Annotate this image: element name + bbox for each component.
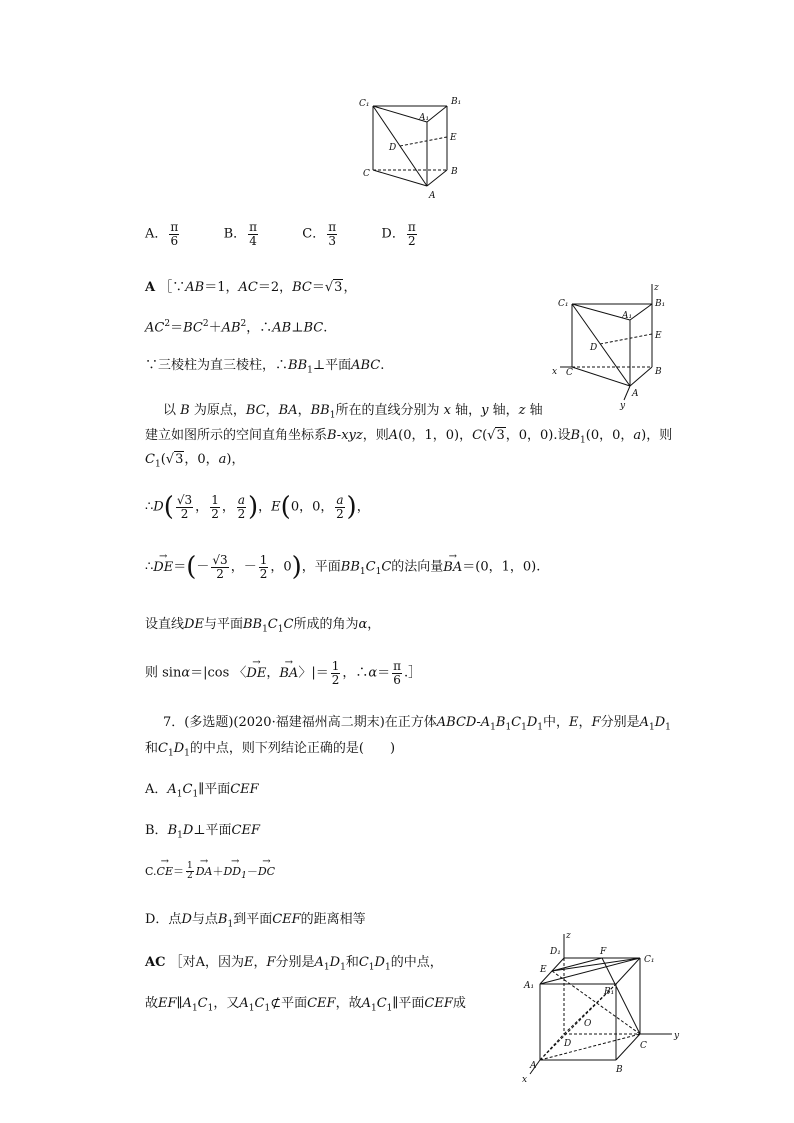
text: 分别是: [600, 715, 640, 730]
text: A: [639, 715, 649, 730]
text: ∥平面: [198, 782, 231, 797]
text: (0，1，0)，: [398, 428, 473, 443]
text: 的中点，: [390, 955, 443, 970]
option-a-label: A．: [145, 226, 168, 242]
text: 1: [370, 1003, 377, 1014]
text: D: [181, 912, 192, 927]
option-d-label: D．: [381, 226, 405, 242]
text: C: [376, 996, 387, 1011]
q7-option-c[interactable]: [145, 862, 275, 882]
label-b1: B₁: [451, 97, 462, 107]
text: y: [481, 403, 489, 418]
text: BB: [242, 617, 263, 632]
text: ⊥平面: [312, 358, 352, 373]
text: 7．(多选题)(2020·福建福州高二期末)在正方体: [163, 715, 437, 730]
text: 1: [154, 459, 161, 470]
paren-right: ): [346, 492, 357, 523]
option-b-label: B．: [223, 226, 247, 242]
q7-line2: [145, 741, 395, 759]
label-d: D: [590, 343, 598, 353]
text: .］: [404, 665, 422, 681]
label-b1: B₁: [604, 987, 615, 997]
text: C: [381, 559, 392, 575]
text: 2: [164, 319, 171, 329]
text: .: [323, 320, 328, 336]
text: 3: [175, 452, 184, 467]
vector-de: → DE: [153, 560, 173, 576]
text: ［∵: [159, 280, 186, 295]
text: 3: [334, 280, 343, 295]
text: D．点: [145, 912, 182, 927]
option-c-label: C．: [302, 226, 326, 242]
text: x: [443, 403, 451, 418]
text: 和: [145, 741, 159, 756]
text: ＝|cos 〈: [190, 665, 247, 681]
text: C: [283, 617, 294, 632]
sol6-line6: [145, 452, 244, 470]
text: ＋: [208, 320, 222, 336]
text: ＝2，: [257, 280, 293, 295]
text: 1: [176, 789, 183, 800]
text: ，平面: [301, 559, 341, 575]
sqrt-symbol: √: [176, 493, 185, 507]
text: BC: [183, 320, 203, 336]
fraction: $\frac{1}{2}$: [186, 861, 193, 882]
text: ⊥平面: [193, 823, 232, 838]
label-c1: C₁: [644, 955, 655, 965]
text: (0，0，: [585, 428, 634, 443]
text: ＝: [170, 320, 184, 336]
sol6-line7: [145, 492, 370, 523]
text: ，: [297, 403, 311, 418]
text: 以: [163, 403, 177, 418]
text: (: [482, 428, 488, 443]
text: AB: [272, 320, 292, 336]
label-a: A: [429, 191, 436, 201]
text: 1: [649, 722, 655, 733]
text: D: [526, 715, 538, 730]
text: 1: [521, 722, 527, 733]
text: CEF: [230, 782, 259, 797]
text: ，: [258, 499, 272, 515]
text: 3: [184, 493, 193, 507]
label-e: E: [450, 133, 457, 143]
text: AC: [145, 320, 165, 336]
text: -: [476, 715, 481, 730]
text: D: [374, 955, 385, 970]
text: 1: [580, 435, 586, 446]
text: ，: [266, 665, 280, 681]
text: B: [495, 715, 506, 730]
text: 1: [490, 722, 496, 733]
text: 1: [184, 748, 190, 759]
text: E: [569, 715, 579, 730]
text: F: [266, 955, 276, 970]
text: B: [217, 912, 228, 927]
text: ∥平面: [392, 996, 425, 1011]
text: A: [167, 782, 177, 797]
vector-ce: → CE: [157, 865, 173, 878]
prism-axes-figure: [550, 282, 680, 412]
text: ，: [356, 499, 370, 515]
text: E: [271, 499, 281, 515]
text: AB: [221, 320, 241, 336]
sqrt-symbol: √: [324, 280, 334, 295]
label-d1: D₁: [550, 947, 561, 957]
text: A．: [145, 782, 168, 797]
label-o: O: [584, 1019, 592, 1029]
text: 1: [307, 365, 313, 376]
label-d: D: [389, 143, 397, 153]
text: α: [181, 665, 191, 681]
q7-option-b[interactable]: [145, 823, 260, 841]
option-a-value: $\frac{\pi}{6}$: [170, 220, 179, 248]
text: 2: [180, 506, 189, 521]
label-d: D: [564, 1039, 572, 1049]
text: 1: [359, 567, 366, 578]
text: ABCD: [436, 715, 477, 730]
fraction: $\frac{a}{2}$: [237, 493, 246, 521]
text: C: [267, 617, 278, 632]
text: C: [158, 741, 168, 756]
label-b1: B₁: [655, 299, 666, 309]
text: z: [518, 403, 526, 418]
text: ，: [578, 715, 592, 730]
text: ∴: [145, 559, 154, 575]
fraction: $\frac{\pi}{6}$: [393, 659, 402, 687]
text: BB: [288, 358, 308, 373]
text: a: [633, 428, 642, 443]
text: 1: [167, 748, 174, 759]
text: 1: [505, 722, 512, 733]
text: ∵三棱柱为直三棱柱，∴: [145, 358, 289, 373]
text: 所在的直线分别为: [335, 403, 440, 418]
text: ⊥: [291, 320, 304, 336]
sol7-line2: [145, 996, 466, 1014]
text: 建立如图所示的空间直角坐标系: [145, 428, 328, 443]
text: C: [511, 715, 522, 730]
text: 分别是: [275, 955, 315, 970]
text: 〉|＝: [298, 665, 329, 681]
text: A: [480, 715, 491, 730]
text: (: [160, 452, 166, 467]
paren-left: (: [163, 492, 174, 523]
text: 的中点，则下列结论正确的是( ): [189, 741, 396, 756]
text: A: [239, 996, 249, 1011]
text: ＝(0，1，0).: [462, 559, 541, 575]
axis-y-label: y: [674, 1031, 680, 1041]
text: A: [388, 428, 399, 443]
text: ＝1，: [204, 280, 239, 295]
text: 1: [368, 962, 375, 973]
text: ＋: [212, 864, 224, 878]
text: CEF: [307, 996, 336, 1011]
text: .: [380, 358, 385, 373]
sol6-line4: [163, 403, 543, 421]
vector-dd1: → $DD_1$: [223, 865, 246, 882]
vector-dc: → DC: [258, 865, 275, 878]
sqrt-symbol: √: [487, 428, 496, 443]
fraction: [176, 494, 193, 520]
text: 与点: [191, 912, 218, 927]
vector-de: → DE: [246, 666, 266, 682]
axis-x-label: x: [552, 367, 558, 377]
text: ，0，0).设: [505, 428, 571, 443]
text: D: [182, 823, 194, 838]
paren-right: ): [291, 552, 302, 583]
text: 1: [248, 1003, 255, 1014]
text: B．: [145, 823, 168, 838]
text: C: [197, 996, 208, 1011]
text: 1: [329, 410, 336, 421]
text: 0，0，: [290, 499, 334, 515]
text: 和: [345, 955, 359, 970]
text: 为原点，: [193, 403, 246, 418]
text: )，则: [641, 428, 673, 443]
text: 轴，: [492, 403, 519, 418]
q7-option-a[interactable]: [145, 782, 259, 800]
text: CEF: [272, 912, 301, 927]
text: 1: [207, 1003, 214, 1014]
text: ，∴: [246, 320, 273, 336]
text: 中，: [543, 715, 570, 730]
text: C: [365, 559, 376, 575]
axis-x-label: x: [522, 1075, 528, 1085]
text: ，∴: [342, 665, 369, 681]
options-row-q6: [145, 221, 419, 247]
text: ＝: [173, 559, 187, 575]
text: ，0: [270, 559, 292, 575]
axis-y-label: y: [620, 401, 626, 411]
sol6-line1: [145, 280, 356, 296]
text: B-xyz: [327, 428, 363, 443]
text: ＝: [311, 280, 325, 295]
text: 1: [262, 624, 268, 635]
fraction: $\frac{1}{2}$: [331, 659, 340, 687]
text: 1: [277, 624, 284, 635]
text: D: [329, 955, 341, 970]
text: 1: [264, 1003, 271, 1014]
text: ［对A，因为: [169, 955, 244, 970]
label-c1: C₁: [558, 299, 569, 309]
text: E: [243, 955, 254, 970]
vector-da: → DA: [196, 865, 213, 878]
vector-ba: → BA: [443, 560, 462, 576]
label-e: E: [655, 331, 662, 341]
text: ，: [253, 955, 267, 970]
text: ⊄平面: [270, 996, 308, 1011]
sol6-line9: [145, 617, 380, 635]
text: 到平面: [233, 912, 273, 927]
label-a: A: [632, 389, 639, 399]
text: 1: [177, 830, 183, 841]
text: DE: [184, 617, 204, 632]
text: )，: [226, 452, 245, 467]
text: ABC: [351, 358, 381, 373]
text: B: [180, 403, 190, 418]
label-a1: A₁: [524, 981, 535, 991]
text: BB: [340, 559, 360, 575]
label-f: F: [600, 947, 607, 957]
label-c: C: [363, 169, 370, 179]
text: 1: [191, 1003, 198, 1014]
sol6-line5: [145, 428, 672, 446]
text: ＝: [377, 665, 391, 681]
text: C: [254, 996, 265, 1011]
q7-option-d[interactable]: [145, 912, 366, 930]
axis-z-label: z: [654, 283, 659, 293]
fraction: $\frac{1}{2}$: [259, 553, 268, 581]
sol6-answer: A: [145, 280, 156, 295]
text: AB: [185, 280, 205, 295]
option-c-value: $\frac{\pi}{3}$: [328, 220, 337, 248]
sol7-answer: AC: [145, 955, 166, 970]
text: α: [368, 665, 378, 681]
text: 故: [145, 996, 159, 1011]
sqrt-symbol: √: [165, 452, 175, 467]
text: BA: [278, 403, 298, 418]
text: C: [358, 955, 369, 970]
text: 1: [375, 567, 382, 578]
text: 1: [340, 962, 346, 973]
prism-figure: [355, 92, 475, 204]
text: ，故: [335, 996, 362, 1011]
label-c: C: [566, 368, 573, 378]
text: 2: [202, 319, 209, 329]
text: 1: [386, 1003, 393, 1014]
text: 成: [452, 996, 466, 1011]
text: 2: [240, 319, 247, 329]
option-b-value: $\frac{\pi}{4}$: [249, 220, 258, 248]
text: ，: [343, 280, 357, 295]
text: F: [591, 715, 601, 730]
sol6-line8: [145, 552, 541, 583]
label-b: B: [655, 367, 662, 377]
label-b: B: [616, 1065, 623, 1075]
text: D: [153, 499, 164, 515]
text: a: [218, 452, 227, 467]
text: D: [654, 715, 666, 730]
text: ∴: [145, 499, 154, 515]
text: CEF: [231, 823, 260, 838]
paren-left: (: [186, 552, 197, 583]
paren-right: ): [248, 492, 259, 523]
text: 1: [323, 962, 330, 973]
sol6-line10: [145, 660, 421, 686]
fraction: $\frac{√3}{2}$: [212, 553, 228, 581]
text: ，: [221, 499, 235, 515]
text: α: [358, 617, 368, 632]
option-d-value: $\frac{\pi}{2}$: [407, 220, 416, 248]
text: BB: [310, 403, 330, 418]
vector-ba: → BA: [279, 666, 298, 682]
text: 1: [384, 962, 391, 973]
text: 1: [665, 722, 671, 733]
text: 与平面: [203, 617, 243, 632]
text: ＝: [172, 864, 184, 878]
text: ∥: [176, 996, 183, 1011]
label-c: C: [640, 1041, 647, 1051]
text: 所成的角为: [293, 617, 359, 632]
text: ，0，: [184, 452, 219, 467]
sol6-line3: [145, 358, 384, 376]
text: ，: [265, 403, 279, 418]
text: 则 sin: [145, 665, 182, 681]
text: BC: [292, 280, 312, 295]
text: ，则: [362, 428, 389, 443]
label-a1: A₁: [419, 113, 430, 123]
text: BC: [303, 320, 324, 336]
text: 1: [537, 722, 544, 733]
q7-line1: [163, 715, 671, 733]
text: 1: [192, 789, 199, 800]
label-e: E: [540, 965, 547, 975]
text: C: [472, 428, 483, 443]
text: C.: [145, 864, 157, 878]
fraction: $\frac{1}{2}$: [211, 493, 219, 521]
paren-left: (: [280, 492, 291, 523]
label-a1: A₁: [622, 311, 633, 321]
text: 3: [496, 428, 505, 443]
text: BC: [245, 403, 266, 418]
text: 1: [227, 919, 234, 930]
label-c1: C₁: [359, 99, 370, 109]
label-b: B: [451, 167, 458, 177]
text: AC: [238, 280, 258, 295]
text: 轴: [529, 403, 543, 418]
text: A: [314, 955, 324, 970]
cube-figure: [512, 930, 692, 1085]
text: ，: [195, 499, 209, 515]
text: －: [246, 864, 258, 878]
text: A: [182, 996, 192, 1011]
text: C: [182, 782, 193, 797]
text: ，－: [230, 559, 257, 575]
sol7-line1: [145, 955, 443, 973]
text: 的距离相等: [300, 912, 366, 927]
text: ，: [367, 617, 381, 632]
text: A: [361, 996, 371, 1011]
text: C: [145, 452, 155, 467]
text: 轴，: [455, 403, 482, 418]
text: 设直线: [145, 617, 185, 632]
text: D: [173, 741, 185, 756]
text: B: [570, 428, 581, 443]
text: EF: [158, 996, 177, 1011]
axis-z-label: z: [566, 931, 571, 941]
label-a: A: [530, 1061, 537, 1071]
fraction: $\frac{a}{2}$: [336, 493, 344, 521]
text: B: [167, 823, 178, 838]
text: ，又: [213, 996, 240, 1011]
sqrt-symbol: √: [212, 553, 221, 567]
text: －: [196, 559, 210, 575]
sol6-line2: [145, 319, 327, 336]
text: CEF: [424, 996, 453, 1011]
text: 的法向量: [391, 559, 444, 575]
